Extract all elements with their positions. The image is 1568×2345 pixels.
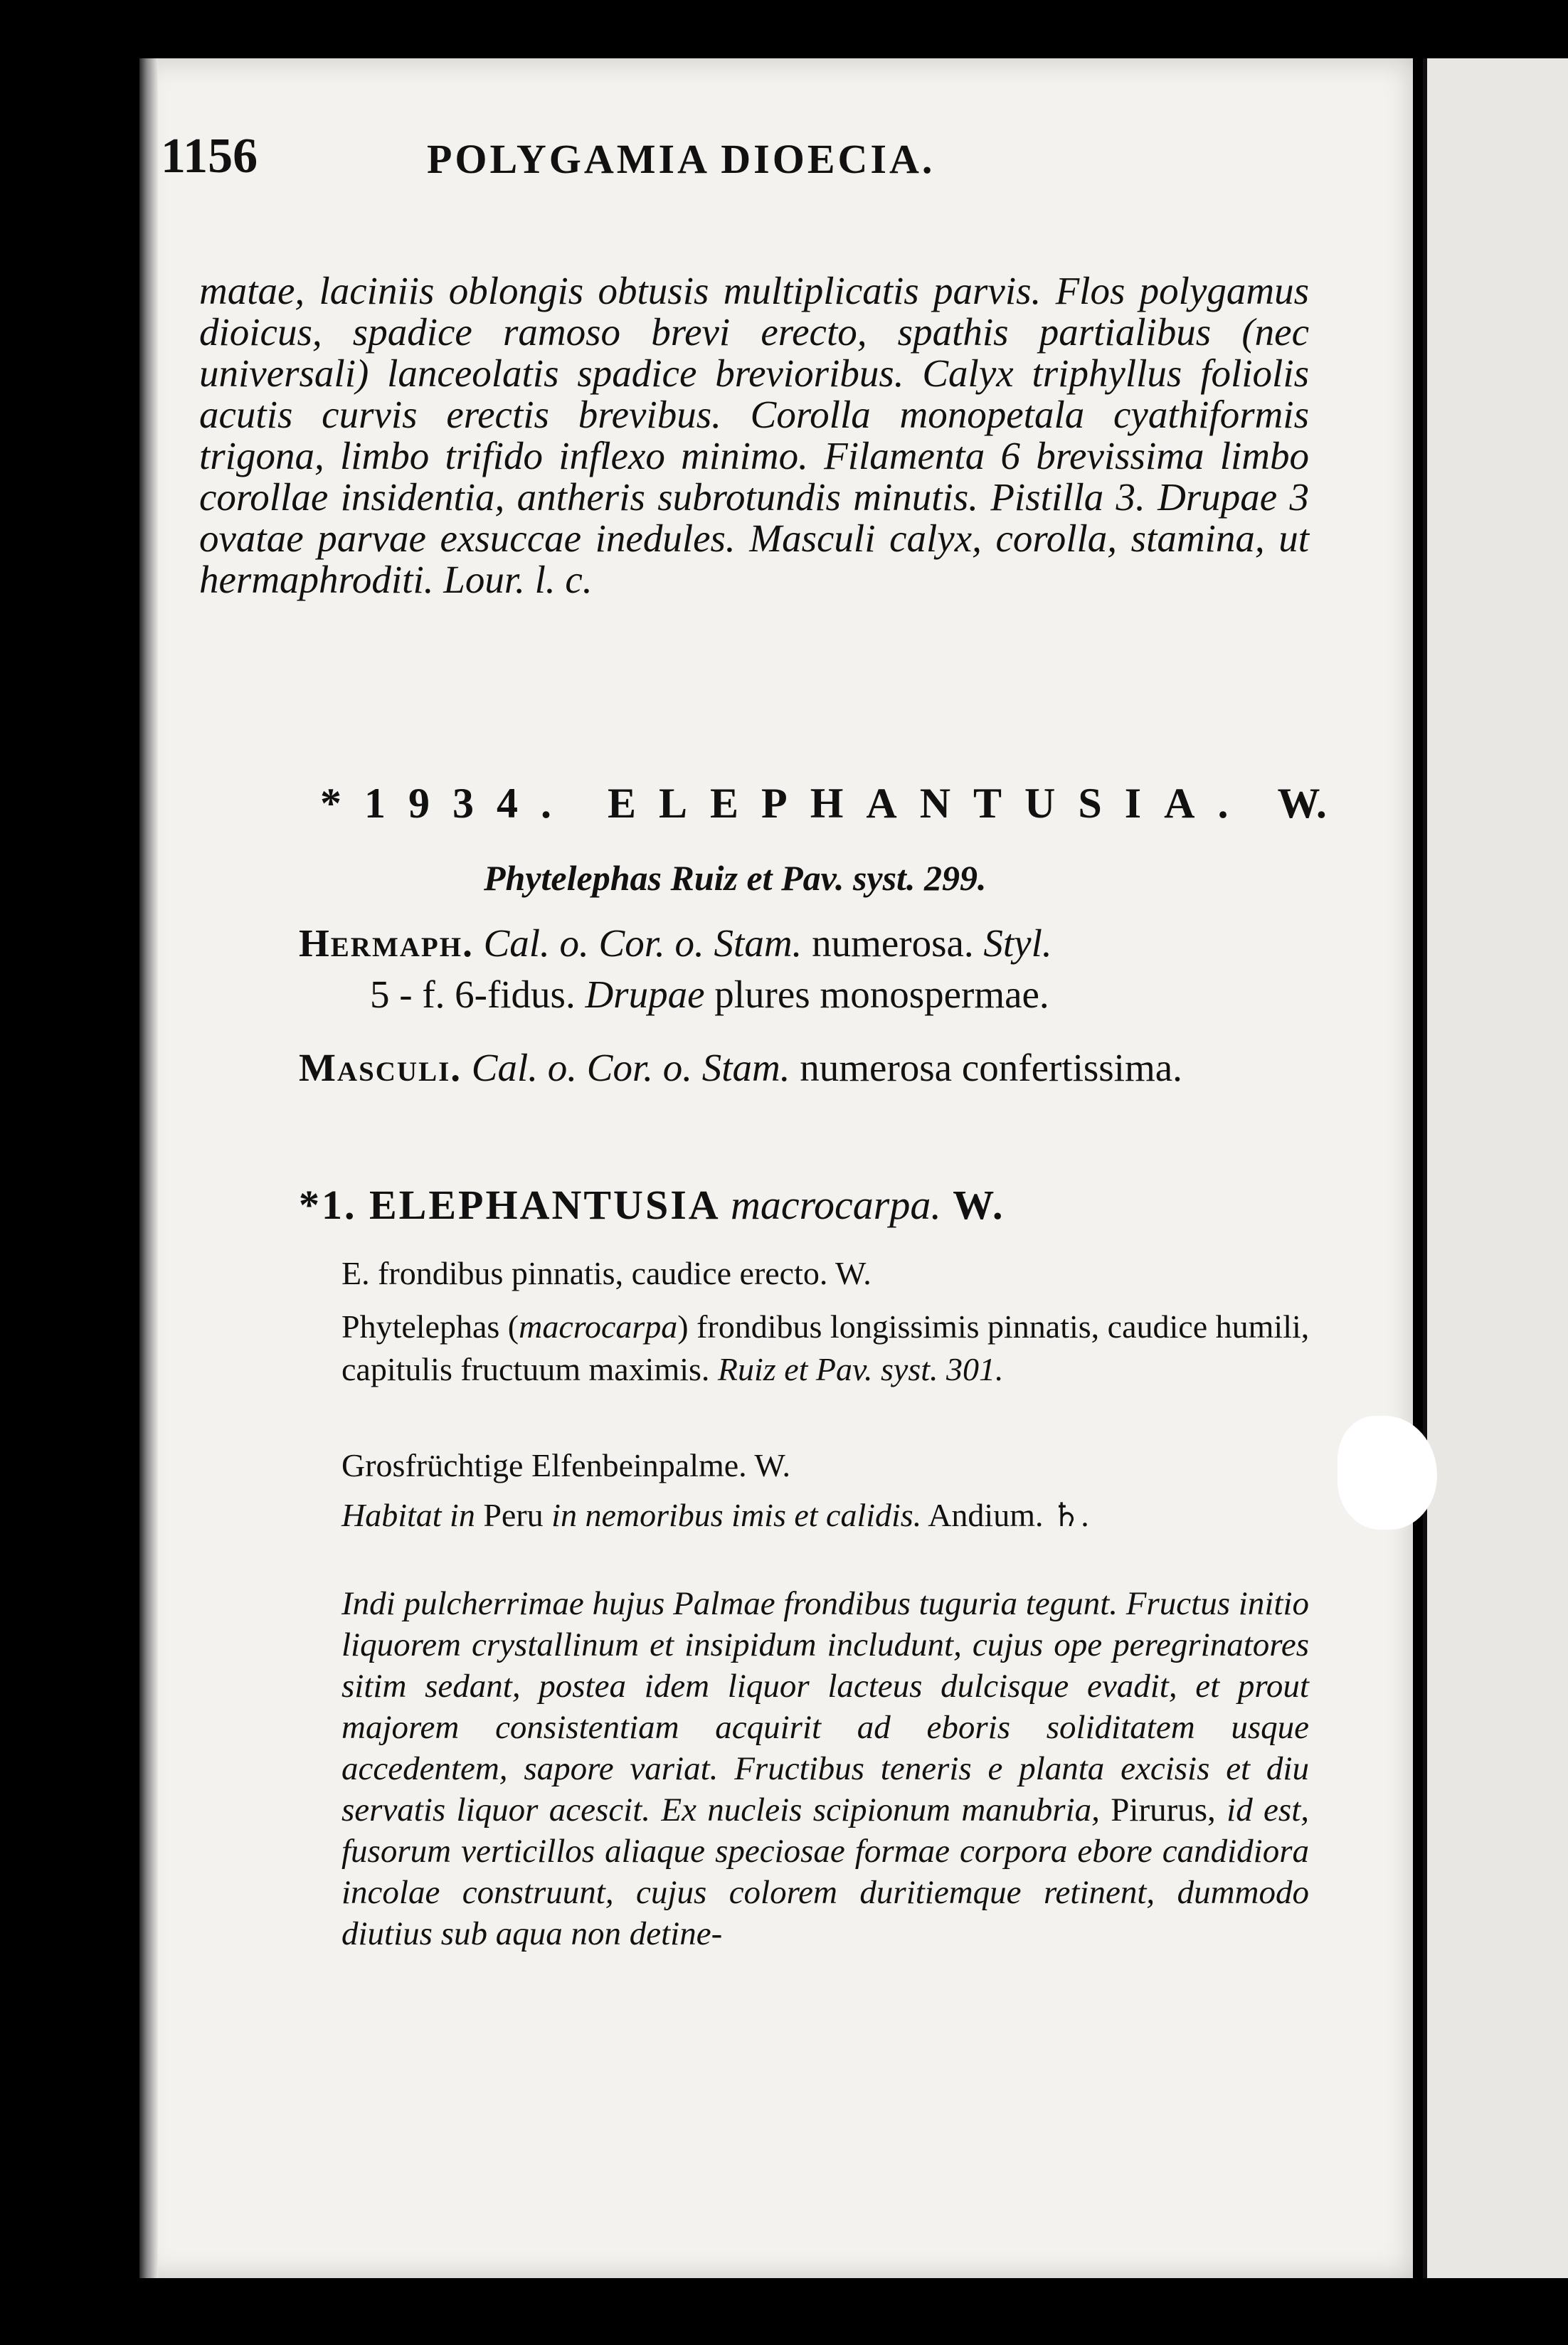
facing-page-edge bbox=[1423, 58, 1568, 2278]
species-diagnosis: E. frondibus pinnatis, caudice erecto. W. bbox=[341, 1255, 872, 1291]
masculi-character bbox=[299, 1042, 1316, 1094]
habitat-detail: in nemoribus imis et calidis. bbox=[551, 1497, 922, 1533]
observation-text-c: id est, fusorum verticillos aliaque speciosae formae corpora ebore candidiora incolae construunt, cujus colorem duritiemque retinent, dummodo diutius sub aqua non detine- bbox=[341, 1791, 1310, 1952]
species-heading bbox=[299, 1181, 1005, 1229]
habitat-region: Andium. ♄. bbox=[928, 1497, 1089, 1533]
genus-synonym: Phytelephas Ruiz et Pav. syst. 299. bbox=[484, 858, 987, 898]
hermaph-text-5: Drupae bbox=[585, 973, 705, 1016]
hermaph-label: Hermaph. bbox=[299, 921, 474, 965]
habitat-country: Peru bbox=[483, 1497, 544, 1533]
species-heading-text: *1. ELEPHANTUSIA bbox=[299, 1182, 719, 1228]
habitat-label: Habitat in bbox=[341, 1497, 475, 1533]
masculi-text-2: numerosa confertissima. bbox=[800, 1046, 1182, 1089]
page-number: 1156 bbox=[161, 129, 258, 184]
genus-heading-text: *1934. ELEPHANTUSIA. bbox=[320, 780, 1251, 827]
running-head: POLYGAMIA DIOECIA. bbox=[427, 136, 936, 182]
masculi-text-1: Cal. o. Cor. o. Stam. bbox=[471, 1046, 790, 1089]
hermaph-character bbox=[299, 918, 1316, 1020]
synonym-citation: Ruiz et Pav. syst. 301. bbox=[717, 1351, 1004, 1387]
hermaph-text-2: numerosa. bbox=[812, 921, 974, 965]
hermaph-text-6: plures monospermae. bbox=[714, 973, 1049, 1016]
common-name: Grosfrüchtige Elfenbeinpalme. W. bbox=[341, 1447, 791, 1483]
species-epithet: macrocarpa. bbox=[730, 1182, 941, 1228]
habitat bbox=[341, 1494, 1316, 1537]
hermaph-text-4: 5 - f. 6-fidus. bbox=[370, 973, 576, 1016]
genus-author: W. bbox=[1277, 780, 1327, 827]
synonym-part-c: ) frondibus longissimis pinnatis, caudice humili, capitulis fructuum maximis. bbox=[341, 1308, 1310, 1387]
hermaph-continuation bbox=[299, 969, 1316, 1020]
synonym-part-a: Phytelephas ( bbox=[341, 1308, 519, 1345]
paper-damage-spot bbox=[1337, 1416, 1437, 1530]
synonym-epithet: macrocarpa bbox=[519, 1308, 678, 1345]
continuation-text: matae, laciniis oblongis obtusis multiplicatis parvis. Flos polygamus dioicus, spadice ramoso brevi erecto, spathis partialibus (nec universali) lanceolatis spadice brevioribus. Calyx triphyllus foliolis acutis curvis erectis brevibus. Corolla monopetala cyathiformis trigona, limbo trifido inflexo minimo. Filamenta 6 brevissima limbo corollae insidentia, antheris subrotundis minutis. Pistilla 3. Drupae 3 ovatae parvae exsuccae inedules. Masculi calyx, corolla, stamina, ut hermaphroditi. Lour. l. c. bbox=[199, 269, 1309, 601]
observation-text-b: Pirurus, bbox=[1111, 1791, 1216, 1828]
observation-text-a: Indi pulcherrimae hujus Palmae frondibus tuguria tegunt. Fructus initio liquorem crystallinum et insipidum includunt, cujus ope peregrinatores sitim sedant, postea idem liquor lacteus dulcisque evadit, et prout majorem consistentiam acquirit ad eboris soliditatem usque accedentem, sapore variat. Fructibus teneris e planta excisis et diu servatis liquor acescit. Ex nucleis scipionum manubria, bbox=[341, 1585, 1309, 1828]
species-author: W. bbox=[953, 1182, 1005, 1228]
continuation-paragraph bbox=[199, 270, 1309, 600]
observation-paragraph bbox=[341, 1583, 1309, 1954]
page-gutter-shadow bbox=[139, 58, 158, 2278]
species-synonymy bbox=[341, 1306, 1316, 1391]
genus-heading bbox=[320, 779, 1327, 828]
hermaph-text-3: Styl. bbox=[983, 921, 1052, 965]
page-divider-line bbox=[1423, 58, 1427, 2278]
hermaph-text-1: Cal. o. Cor. o. Stam. bbox=[483, 921, 802, 965]
masculi-label: Masculi. bbox=[299, 1046, 462, 1089]
